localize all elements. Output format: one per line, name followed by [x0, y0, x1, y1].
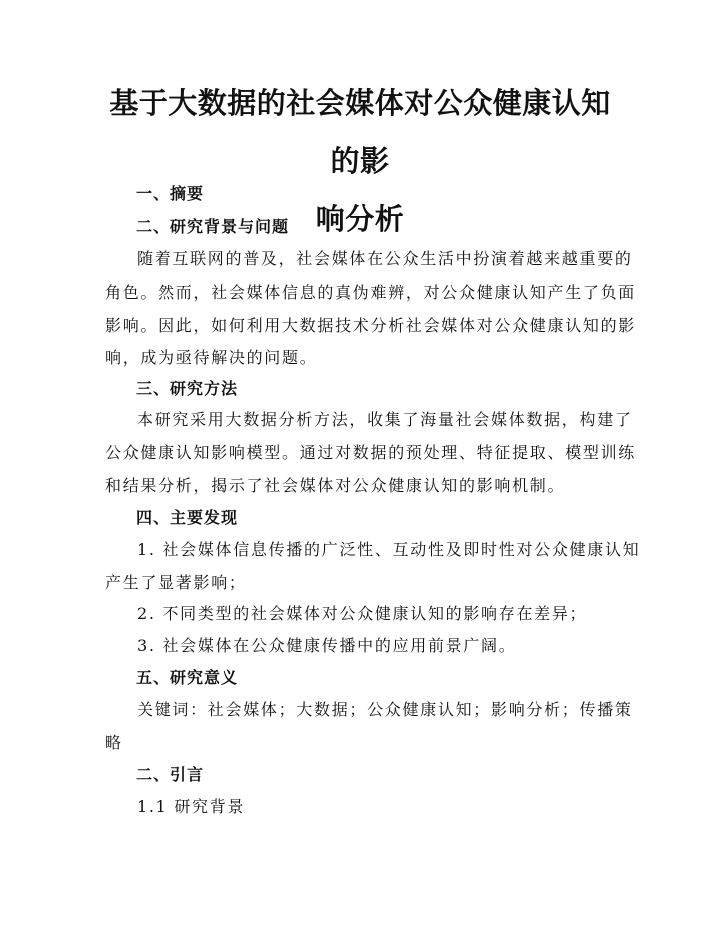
finding-2: 2. 不同类型的社会媒体对公众健康认知的影响存在差异；: [137, 604, 588, 623]
title-line-1: 基于大数据的社会媒体对公众健康认知的影: [109, 86, 611, 178]
keywords-line: 关键词：社会媒体；大数据；公众健康认知；影响分析；传播策: [137, 700, 633, 719]
finding-3: 3. 社会媒体在公众健康传播中的应用前景广阔。: [137, 636, 517, 655]
keywords-line: 略: [105, 733, 123, 752]
background-paragraph-line: 响，成为亟待解决的问题。: [105, 348, 318, 367]
background-paragraph-line: 影响。因此，如何利用大数据技术分析社会媒体对公众健康认知的影: [105, 316, 637, 335]
method-paragraph-line: 本研究采用大数据分析方法，收集了海量社会媒体数据，构建了: [137, 410, 633, 429]
intro-heading: 二、引言: [136, 765, 205, 784]
findings-heading: 四、主要发现: [136, 508, 239, 527]
abstract-heading: 一、摘要: [136, 184, 205, 203]
method-heading: 三、研究方法: [136, 379, 239, 398]
background-paragraph-line: 角色。然而，社会媒体信息的真伪难辨，对公众健康认知产生了负面: [105, 283, 637, 302]
method-paragraph-line: 公众健康认知影响模型。通过对数据的预处理、特征提取、模型训练: [105, 443, 637, 462]
finding-1-line: 1. 社会媒体信息传播的广泛性、互动性及即时性对公众健康认知: [137, 540, 641, 559]
significance-heading: 五、研究意义: [136, 668, 239, 687]
title-line-2: 响分析: [315, 202, 405, 236]
background-paragraph-line: 随着互联网的普及，社会媒体在公众生活中扮演着越来越重要的: [137, 249, 633, 268]
finding-1-line: 产生了显著影响；: [105, 573, 247, 592]
background-heading: 二、研究背景与问题: [136, 217, 290, 236]
intro-subheading: 1.1 研究背景: [137, 797, 246, 816]
method-paragraph-line: 和结果分析，揭示了社会媒体对公众健康认知的影响机制。: [105, 476, 566, 495]
